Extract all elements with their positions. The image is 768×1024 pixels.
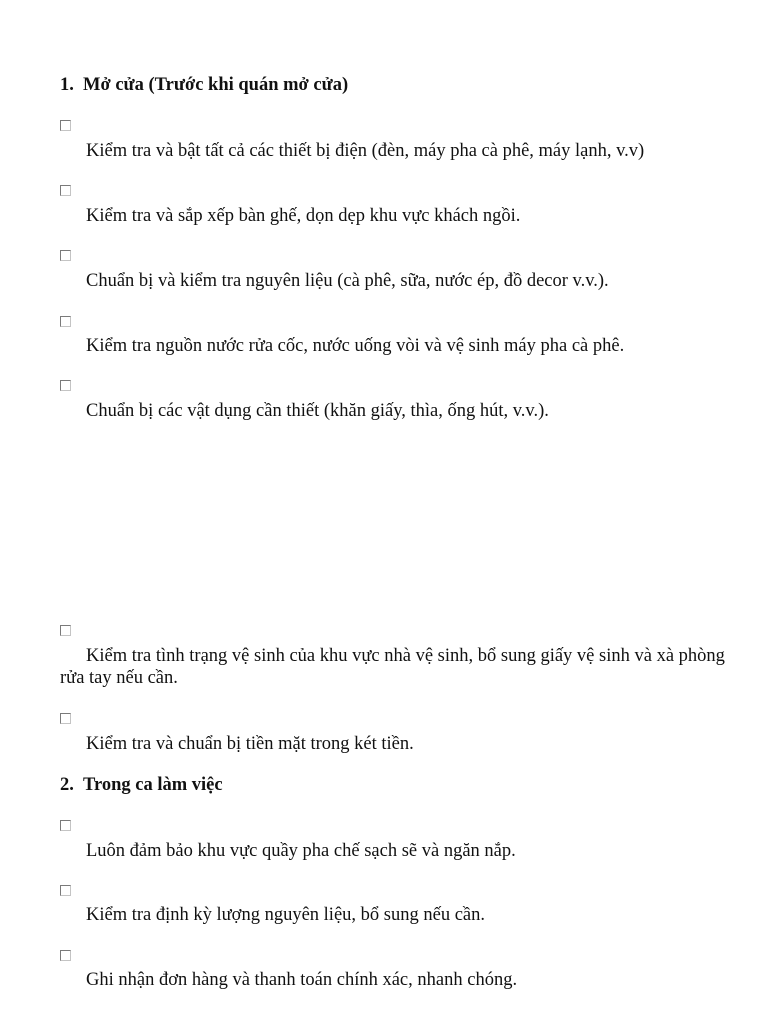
checklist-item-text: Kiểm tra và bật tất cả các thiết bị điện (đèn, máy pha cà phê, máy lạnh, v.v) bbox=[86, 141, 645, 161]
checklist-item-text: Chuẩn bị các vật dụng cần thiết (khăn giấy, thìa, ống hút, v.v.). bbox=[86, 401, 549, 421]
checklist-item-text: Luôn đảm bảo khu vực quầy pha chế sạch sẽ và ngăn nắp. bbox=[86, 841, 516, 861]
checkbox-icon[interactable] bbox=[60, 250, 71, 261]
section-2-title: Trong ca làm việc bbox=[83, 775, 223, 795]
checkbox-icon[interactable] bbox=[60, 950, 71, 961]
checkbox-icon[interactable] bbox=[60, 885, 71, 896]
checklist-item-text: Ghi nhận đơn hàng và thanh toán chính xác, nhanh chóng. bbox=[86, 970, 518, 990]
checkbox-icon[interactable] bbox=[60, 185, 71, 196]
section-1-number: 1. bbox=[60, 75, 74, 95]
checklist-item-text: Kiểm tra tình trạng vệ sinh của khu vực nhà vệ sinh, bổ sung giấy vệ sinh và xà phòng rửa tay nếu cần. bbox=[60, 646, 725, 688]
checkbox-icon[interactable] bbox=[60, 380, 71, 391]
checklist-item-text: Kiểm tra và chuẩn bị tiền mặt trong két tiền. bbox=[86, 734, 414, 754]
checkbox-icon[interactable] bbox=[60, 316, 71, 327]
checkbox-icon[interactable] bbox=[60, 625, 71, 636]
section-2-number: 2. bbox=[60, 775, 74, 795]
checkbox-icon[interactable] bbox=[60, 713, 71, 724]
section-1-heading bbox=[60, 74, 348, 96]
section-2-heading bbox=[60, 774, 223, 796]
checklist-item-text: Kiểm tra định kỳ lượng nguyên liệu, bổ sung nếu cần. bbox=[86, 905, 485, 925]
checkbox-icon[interactable] bbox=[60, 120, 71, 131]
checklist-item-text: Chuẩn bị và kiểm tra nguyên liệu (cà phê, sữa, nước ép, đồ decor v.v.). bbox=[86, 271, 609, 291]
checklist-item-text: Kiểm tra và sắp xếp bàn ghế, dọn dẹp khu vực khách ngồi. bbox=[86, 206, 521, 226]
checklist-item-text: Kiểm tra nguồn nước rửa cốc, nước uống vòi và vệ sinh máy pha cà phê. bbox=[86, 336, 625, 356]
section-1-title: Mở cửa (Trước khi quán mở cửa) bbox=[83, 75, 349, 95]
checkbox-icon[interactable] bbox=[60, 820, 71, 831]
